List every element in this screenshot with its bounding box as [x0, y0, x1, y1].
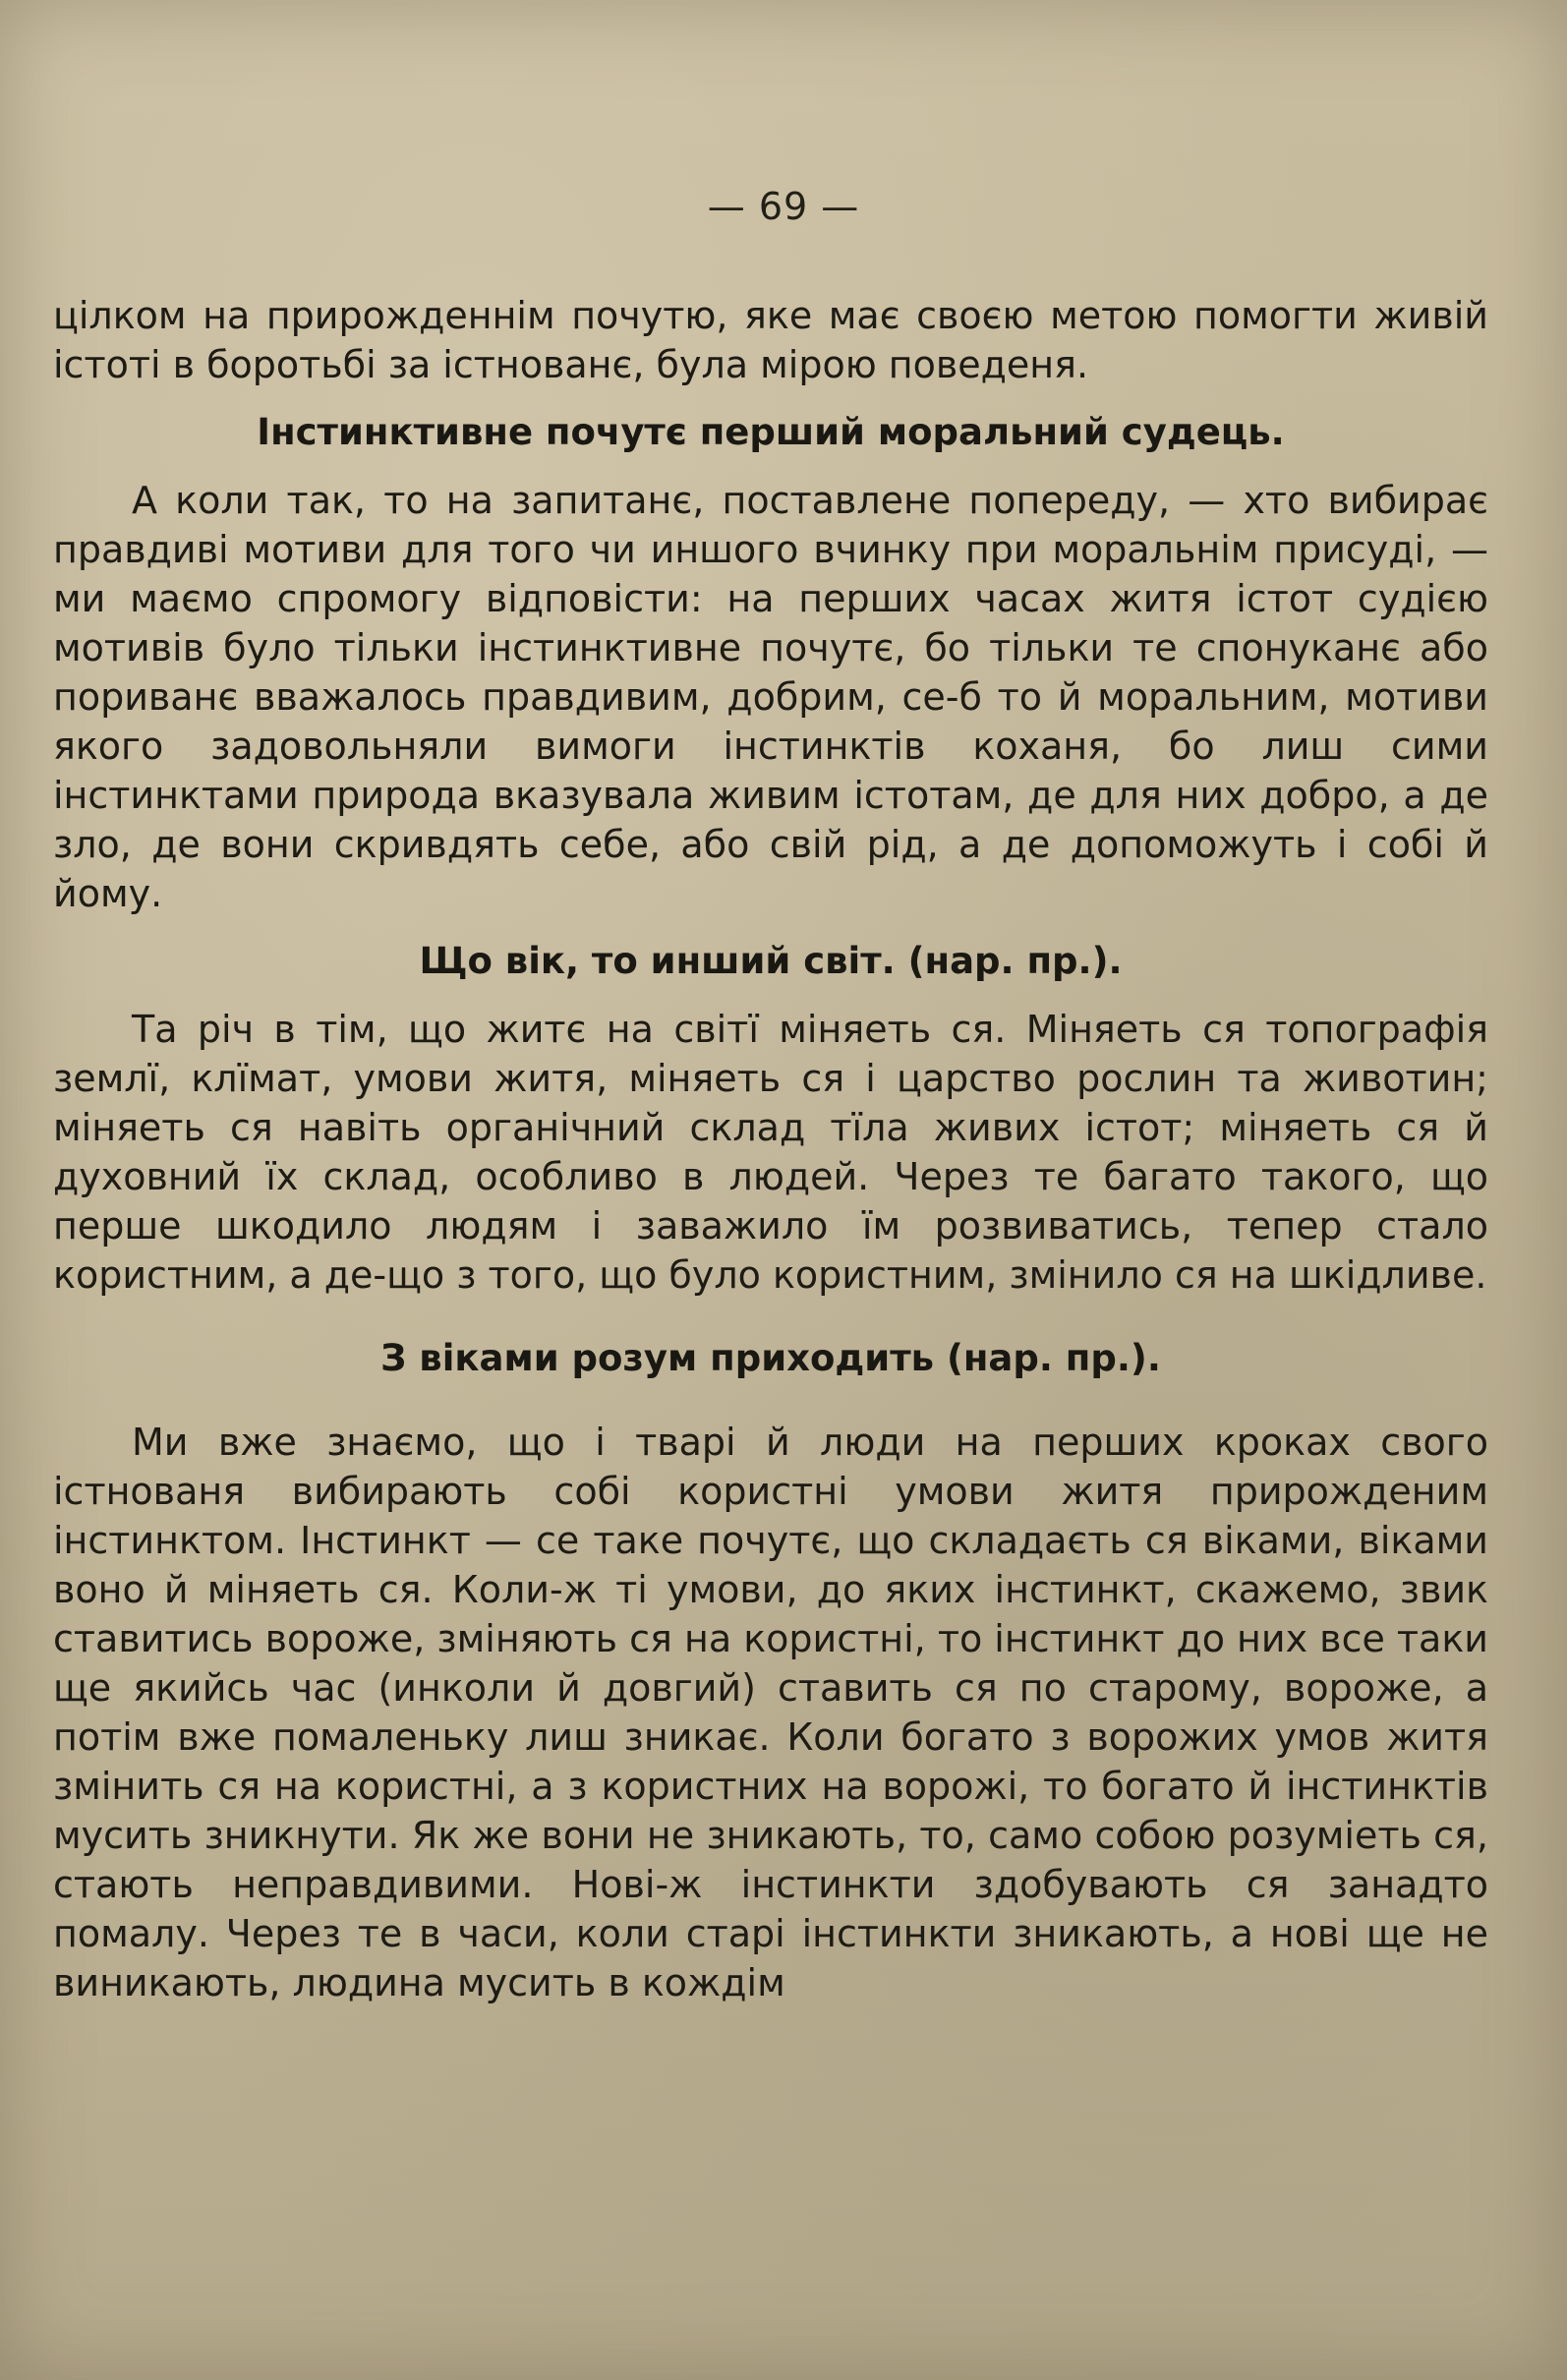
intro-paragraph: цілком на прирожденнім почутю, яке має своєю метою помогти живій істоті в боротьбі за істнованє, була мірою поведеня. [53, 294, 1488, 386]
spacer [53, 458, 1488, 476]
spacer [53, 918, 1488, 936]
section-heading-instinct: Інстинктивне почутє перший моральний судець. [257, 411, 1285, 453]
section-heading-age: Що вік, то инший світ. (нар. пр.). [419, 940, 1123, 982]
section-heading-reason: З віками розум приходить (нар. пр.). [380, 1337, 1161, 1379]
page-body [53, 291, 1488, 2007]
page-number: — 69 — [707, 185, 860, 228]
spacer [53, 1384, 1488, 1418]
spacer [53, 1300, 1488, 1333]
section-paragraph-age: Та річ в тім, що житє на світї міняеть ся. Міняеть ся топографія землї, клїмат, умови житя, міняеть ся і царство рослин та животин; міняеть ся навіть органічний склад тїла живих істот; міняеть ся й духовний їх склад, особливо в людей. Через те багато такого, що перше шкодило людям і заважило їм розвиватись, тепер стало користним, а де-що з того, що було користним, змінило ся на шкідливе. [53, 1008, 1488, 1297]
spacer [53, 987, 1488, 1005]
section-paragraph-reason: Ми вже знаємо, що і тварі й люди на перших кроках свого істнованя вибирають собі користні умови житя прирожденим інстинктом. Інстинкт — се таке почутє, що складаєть ся віками, віками воно й міняеть ся. Коли-ж ті умови, до яких інстинкт, скажемо, звик ставитись вороже, зміняють ся на користні, то інстинкт до них все таки ще якийсь час (инколи й довгий) ставить ся по старому, вороже, а потім вже помаленьку лиш зникає. Коли богато з ворожих умов житя змінить ся на користні, а з користних на ворожі, то богато й інстинктів мусить зникнути. Як же вони не зникають, то, само собою розуміеть ся, стають неправдивими. Нові-ж інстинкти здобувають ся занадто помалу. Через те в часи, коли старі інстинкти зникають, а нові ще не виникають, людина мусить в кождім [53, 1421, 1488, 2004]
spacer [53, 389, 1488, 407]
section-paragraph-instinct: А коли так, то на запитанє, поставлене попереду, — хто вибирає правдиві мотиви для того чи иншого вчинку при моральнім присуді, — ми маємо спромогу відповісти: на перших часах житя істот судією мотивів було тільки інстинктивне почутє, бо тільки те спонуканє або пориванє вважалось правдивим, добрим, се-б то й моральним, мотиви якого задовольняли вимоги інстинктів коханя, бо лиш сими інстинктами природа вказувала живим істотам, де для них добро, а де зло, де вони скривдять себе, або свій рід, а де допоможуть і собі й йому. [53, 479, 1488, 915]
